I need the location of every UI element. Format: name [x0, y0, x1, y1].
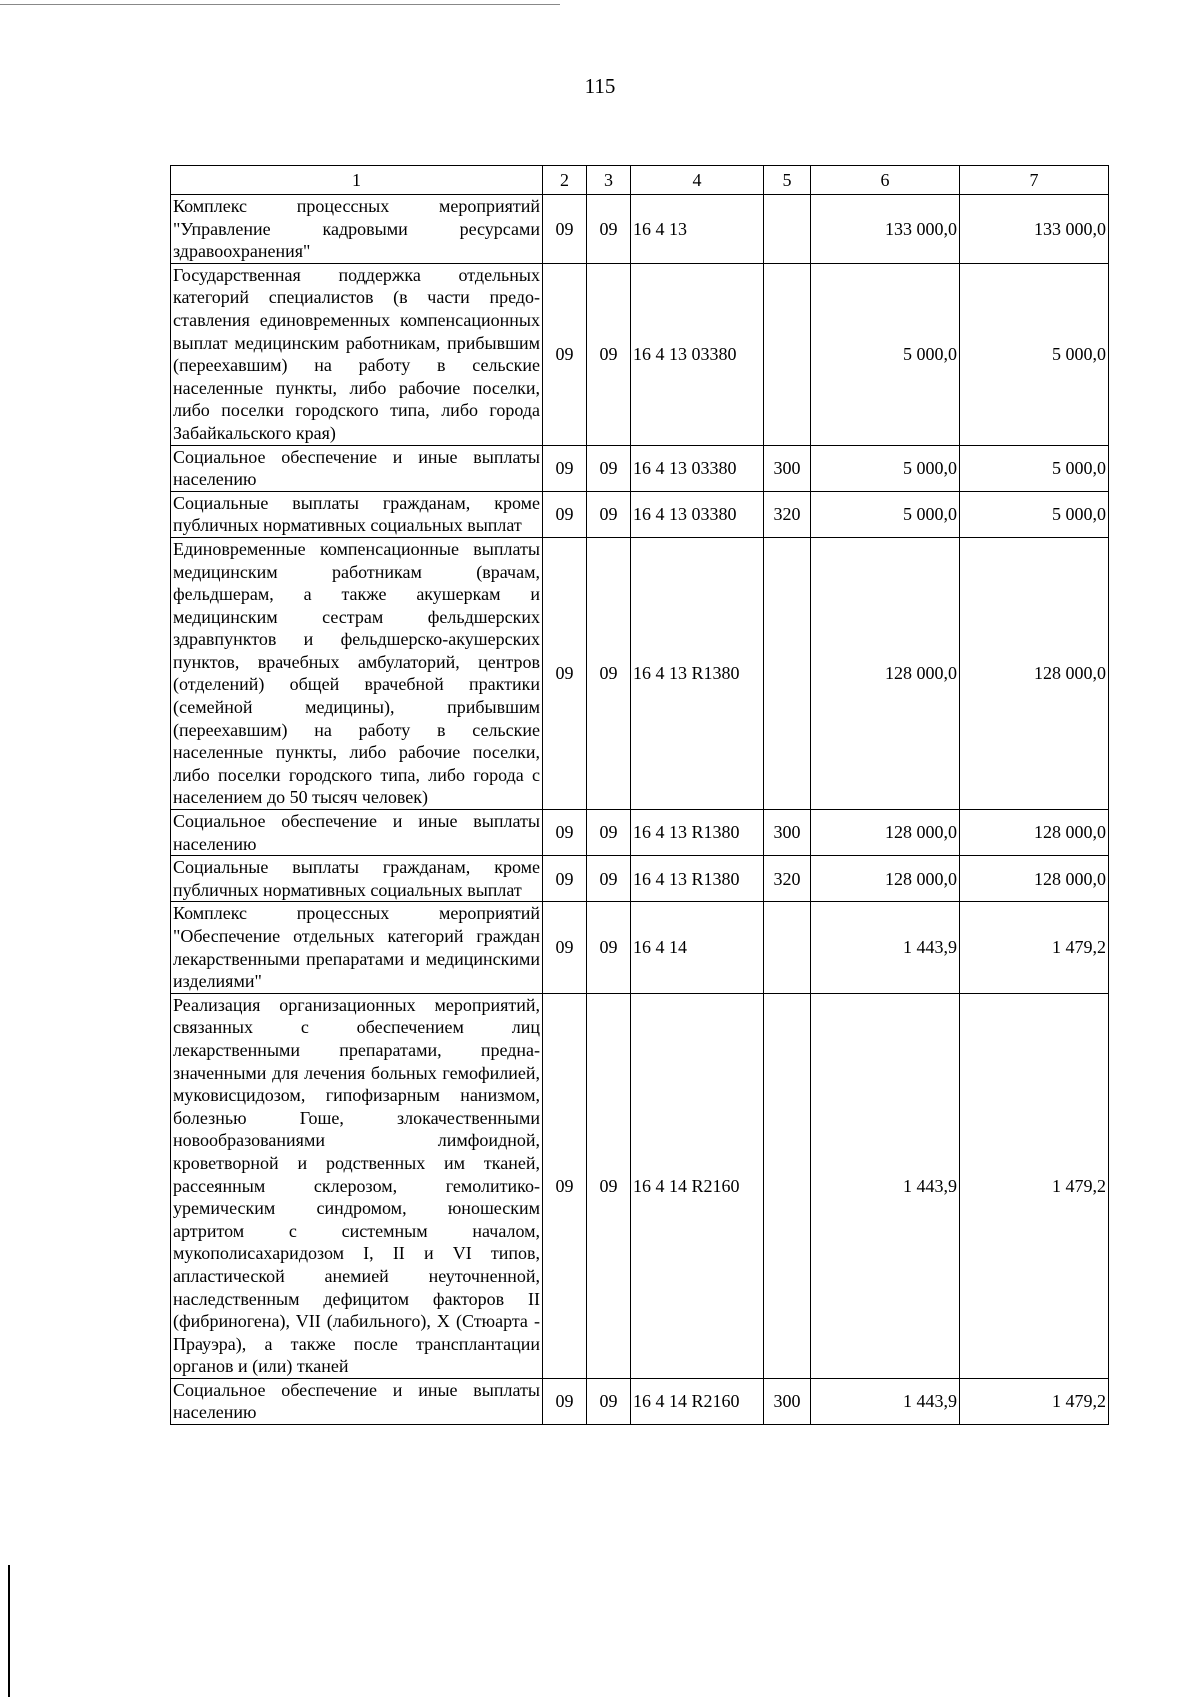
table-row — [171, 263, 1109, 445]
amount-col-7: 128 000,0 — [960, 810, 1109, 856]
header-col-7: 7 — [960, 166, 1109, 195]
budget-table — [170, 165, 1109, 1425]
expense-type-code: 320 — [764, 491, 811, 537]
target-article-code: 16 4 13 R1380 — [631, 810, 764, 856]
subsection-code: 09 — [587, 856, 631, 902]
amount-col-6: 5 000,0 — [811, 263, 960, 445]
target-article-code: 16 4 13 — [631, 195, 764, 264]
row-name: Реализация организационных мероприятий, связанных с обеспечением лиц лекарственными препаратами, предназначенными для лечения больных гемофилией, муковисцидозом, гипофизарным нанизмом, болезнью Гоше, злокачественными новообразованиями лимфоидной, кроветворной и родственных им тканей, рассеянным склерозом, гемолитико-уремическим синдромом, юношеским артритом с системным началом, мукополисахаридозом I, II и VI типов, апластической анемией неуточненной, наследственным дефицитом факторов II (фибриногена), VII (лабильного), X (Стюарта - Прауэра), а также после трансплантации органов и (или) тканей — [171, 993, 543, 1378]
amount-col-7: 128 000,0 — [960, 856, 1109, 902]
expense-type-code: 300 — [764, 1378, 811, 1424]
subsection-code: 09 — [587, 810, 631, 856]
amount-col-7: 5 000,0 — [960, 263, 1109, 445]
table-row — [171, 1378, 1109, 1424]
amount-col-6: 1 443,9 — [811, 1378, 960, 1424]
row-name: Социальные выплаты гражданам, кроме публичных нормативных социальных выплат — [171, 491, 543, 537]
subsection-code: 09 — [587, 537, 631, 809]
subsection-code: 09 — [587, 902, 631, 993]
target-article-code: 16 4 13 03380 — [631, 445, 764, 491]
table-row — [171, 195, 1109, 264]
table-row — [171, 445, 1109, 491]
subsection-code: 09 — [587, 993, 631, 1378]
amount-col-6: 133 000,0 — [811, 195, 960, 264]
table-row — [171, 902, 1109, 993]
header-col-1: 1 — [171, 166, 543, 195]
target-article-code: 16 4 13 03380 — [631, 491, 764, 537]
subsection-code: 09 — [587, 1378, 631, 1424]
table-row — [171, 491, 1109, 537]
table-row — [171, 993, 1109, 1378]
row-name: Социальное обеспечение и иные выплаты населению — [171, 810, 543, 856]
section-code: 09 — [543, 902, 587, 993]
target-article-code: 16 4 13 03380 — [631, 263, 764, 445]
header-col-3: 3 — [587, 166, 631, 195]
amount-col-6: 1 443,9 — [811, 993, 960, 1378]
row-name: Социальное обеспечение и иные выплаты населению — [171, 445, 543, 491]
amount-col-7: 1 479,2 — [960, 1378, 1109, 1424]
amount-col-6: 128 000,0 — [811, 537, 960, 809]
subsection-code: 09 — [587, 491, 631, 537]
header-col-5: 5 — [764, 166, 811, 195]
header-col-2: 2 — [543, 166, 587, 195]
amount-col-6: 5 000,0 — [811, 445, 960, 491]
amount-col-7: 128 000,0 — [960, 537, 1109, 809]
table-row — [171, 537, 1109, 809]
amount-col-7: 1 479,2 — [960, 993, 1109, 1378]
header-col-4: 4 — [631, 166, 764, 195]
table-row — [171, 856, 1109, 902]
expense-type-code — [764, 195, 811, 264]
table-row — [171, 810, 1109, 856]
row-name: Социальное обеспечение и иные выплаты населению — [171, 1378, 543, 1424]
section-code: 09 — [543, 195, 587, 264]
header-col-6: 6 — [811, 166, 960, 195]
amount-col-6: 5 000,0 — [811, 491, 960, 537]
target-article-code: 16 4 13 R1380 — [631, 537, 764, 809]
row-name: Единовременные компенсационные выплаты медицинским работникам (врачам, фельдшерам, а также акушеркам и медицинским сестрам фельдшерских здравпунктов и фельдшерско-акушерских пунктов, врачебных амбулаторий, центров (отделений) общей врачебной практики (семейной медицины), прибывшим (переехавшим) на работу в сельские населенные пункты, либо рабочие поселки, либо поселки городского типа, либо города с населением до 50 тысяч человек) — [171, 537, 543, 809]
expense-type-code: 300 — [764, 445, 811, 491]
amount-col-7: 133 000,0 — [960, 195, 1109, 264]
section-code: 09 — [543, 537, 587, 809]
expense-type-code: 300 — [764, 810, 811, 856]
section-code: 09 — [543, 1378, 587, 1424]
amount-col-7: 5 000,0 — [960, 491, 1109, 537]
section-code: 09 — [543, 491, 587, 537]
row-name: Социальные выплаты гражданам, кроме публичных нормативных социальных выплат — [171, 856, 543, 902]
target-article-code: 16 4 14 R2160 — [631, 1378, 764, 1424]
section-code: 09 — [543, 810, 587, 856]
section-code: 09 — [543, 445, 587, 491]
expense-type-code — [764, 263, 811, 445]
expense-type-code — [764, 537, 811, 809]
amount-col-6: 128 000,0 — [811, 810, 960, 856]
expense-type-code — [764, 993, 811, 1378]
expense-type-code: 320 — [764, 856, 811, 902]
row-name: Комплекс процессных мероприятий "Управление кадровыми ресурсами здравоохранения" — [171, 195, 543, 264]
target-article-code: 16 4 14 — [631, 902, 764, 993]
row-name: Государственная поддержка отдельных категорий специалистов (в части предоставления единовременных компенсационных выплат медицинским работникам, прибывшим (переехавшим) на работу в сельские населенные пункты, либо рабочие поселки, либо поселки городского типа, либо города Забайкальского края) — [171, 263, 543, 445]
scan-margin-line — [8, 1565, 10, 1697]
row-name: Комплекс процессных мероприятий "Обеспечение отдельных категорий граждан лекарственными препаратами и медицинскими изделиями" — [171, 902, 543, 993]
amount-col-7: 5 000,0 — [960, 445, 1109, 491]
section-code: 09 — [543, 993, 587, 1378]
subsection-code: 09 — [587, 445, 631, 491]
amount-col-7: 1 479,2 — [960, 902, 1109, 993]
scan-edge-line — [0, 4, 560, 5]
target-article-code: 16 4 14 R2160 — [631, 993, 764, 1378]
subsection-code: 09 — [587, 195, 631, 264]
subsection-code: 09 — [587, 263, 631, 445]
expense-type-code — [764, 902, 811, 993]
target-article-code: 16 4 13 R1380 — [631, 856, 764, 902]
amount-col-6: 128 000,0 — [811, 856, 960, 902]
header-row — [171, 166, 1109, 195]
section-code: 09 — [543, 856, 587, 902]
section-code: 09 — [543, 263, 587, 445]
amount-col-6: 1 443,9 — [811, 902, 960, 993]
page-number: 115 — [584, 74, 616, 98]
